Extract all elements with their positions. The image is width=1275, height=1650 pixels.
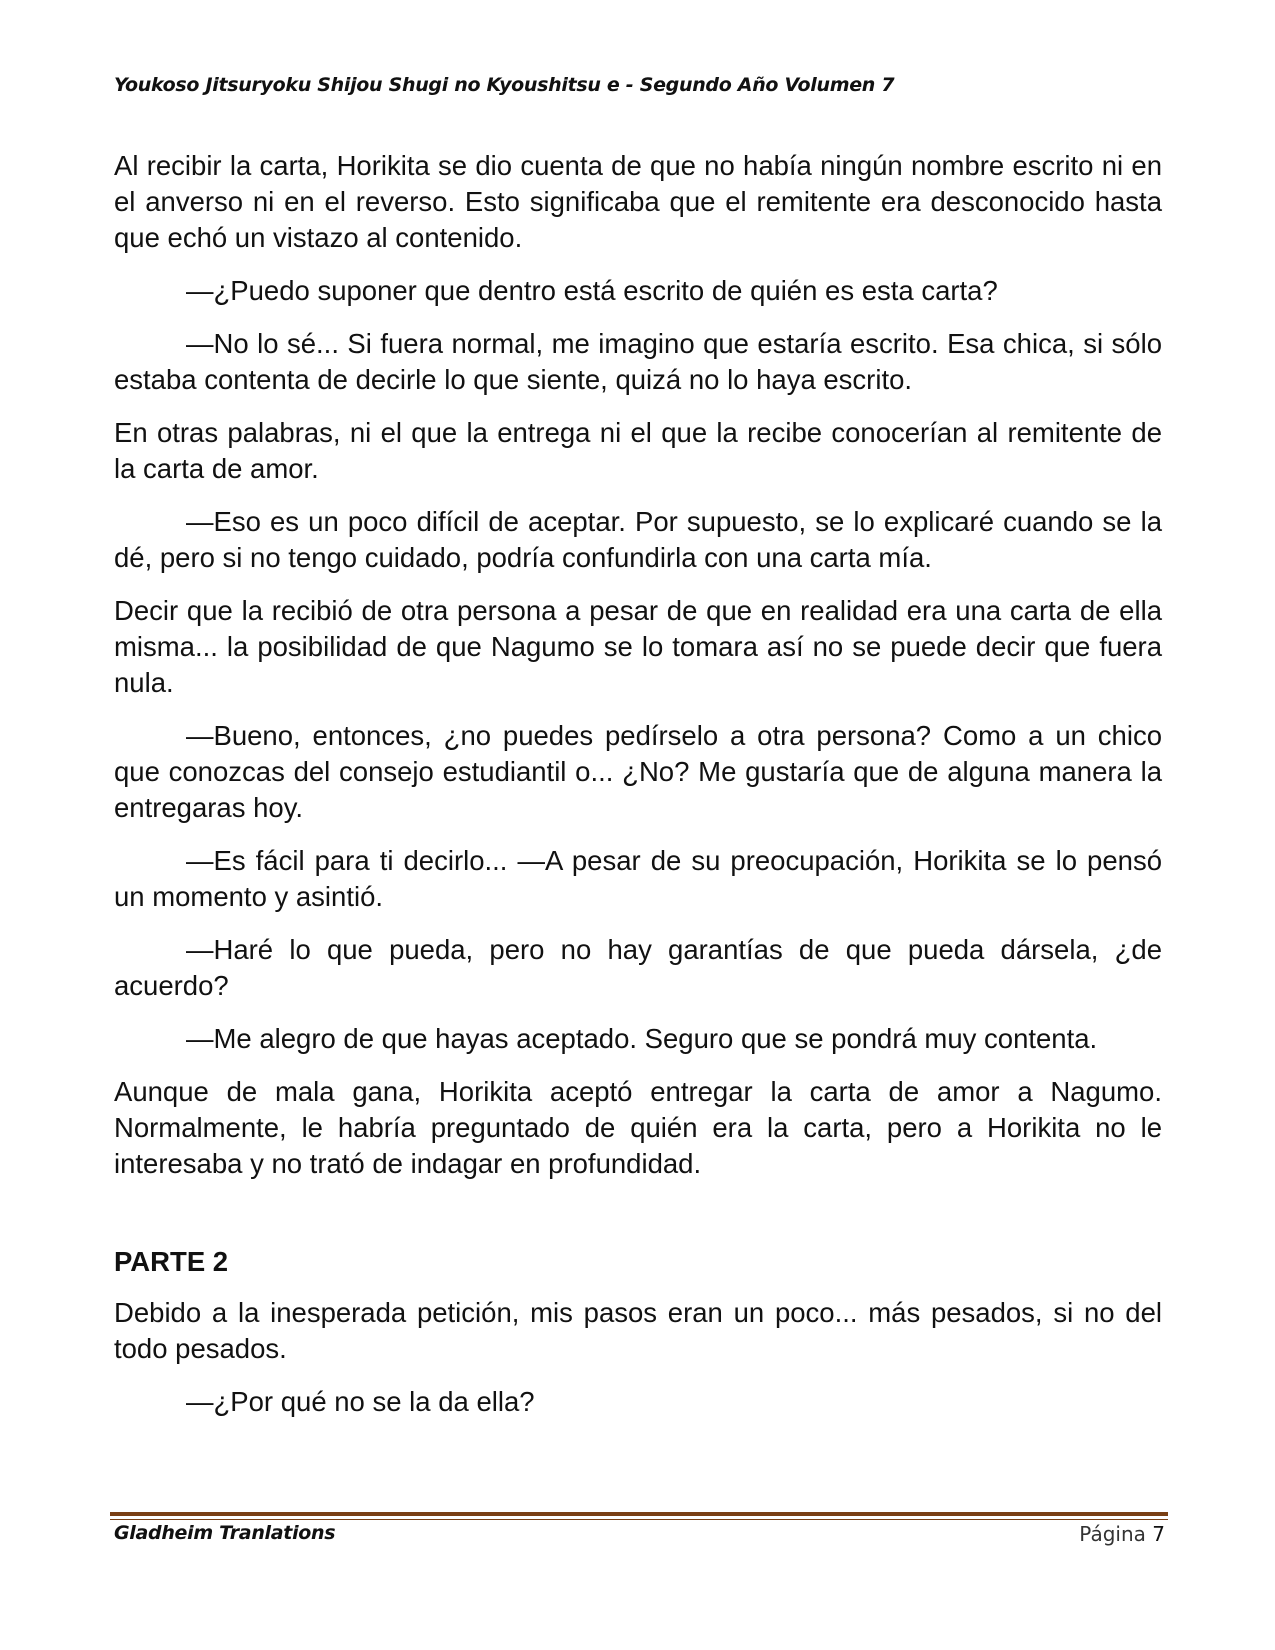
page-body [114,148,1162,1437]
narration-paragraph: En otras palabras, ni el que la entrega ni el que la recibe conocerían al remitente de la carta de amor. [114,417,1162,484]
narration-paragraph: Debido a la inesperada petición, mis pasos eran un poco... más pesados, si no del todo pesados. [114,1297,1162,1364]
footer-credit: Gladheim Tranlations [114,1522,336,1544]
dialogue-paragraph: —No lo sé... Si fuera normal, me imagino que estaría escrito. Esa chica, si sólo estaba contenta de decirle lo que siente, quizá no lo haya escrito. [114,328,1162,395]
dialogue-paragraph: —Bueno, entonces, ¿no puedes pedírselo a otra persona? Como a un chico que conozcas del consejo estudiantil o... ¿No? Me gustaría que de alguna manera la entregaras hoy. [114,720,1162,823]
footer-divider-thin [110,1519,1168,1520]
page-number-value: 7 [1152,1522,1165,1546]
narration-paragraph: Al recibir la carta, Horikita se dio cuenta de que no había ningún nombre escrito ni en el anverso ni en el reverso. Esto significaba que el remitente era desconocido hasta que echó un vistazo al contenido. [114,150,1162,253]
dialogue-paragraph: —Es fácil para ti decirlo... —A pesar de su preocupación, Horikita se lo pensó un momento y asintió. [114,845,1162,912]
dialogue-paragraph: —Eso es un poco difícil de aceptar. Por supuesto, se lo explicaré cuando se la dé, pero si no tengo cuidado, podría confundirla con una carta mía. [114,506,1162,573]
footer-divider [110,1512,1168,1516]
narration-paragraph: Aunque de mala gana, Horikita aceptó entregar la carta de amor a Nagumo. Normalmente, le habría preguntado de quién era la carta, pero a Horikita no le interesaba y no trató de indagar en profundidad. [114,1076,1162,1179]
dialogue-paragraph: —Me alegro de que hayas aceptado. Seguro que se pondrá muy contenta. [186,1023,1098,1054]
dialogue-paragraph: —Haré lo que pueda, pero no hay garantías de que pueda dársela, ¿de acuerdo? [114,934,1162,1001]
dialogue-paragraph: —¿Por qué no se la da ella? [186,1386,535,1417]
dialogue-paragraph: —¿Puedo suponer que dentro está escrito de quién es esta carta? [186,275,998,306]
running-header: Youkoso Jitsuryoku Shijou Shugi no Kyoushitsu e - Segundo Año Volumen 7 [114,74,895,96]
page-label: Página [1079,1522,1146,1546]
narration-paragraph: Decir que la recibió de otra persona a pesar de que en realidad era una carta de ella misma... la posibilidad de que Nagumo se lo tomara así no se puede decir que fuera nula. [114,595,1162,698]
section-heading: PARTE 2 [114,1246,229,1277]
page-number [1079,1522,1165,1546]
